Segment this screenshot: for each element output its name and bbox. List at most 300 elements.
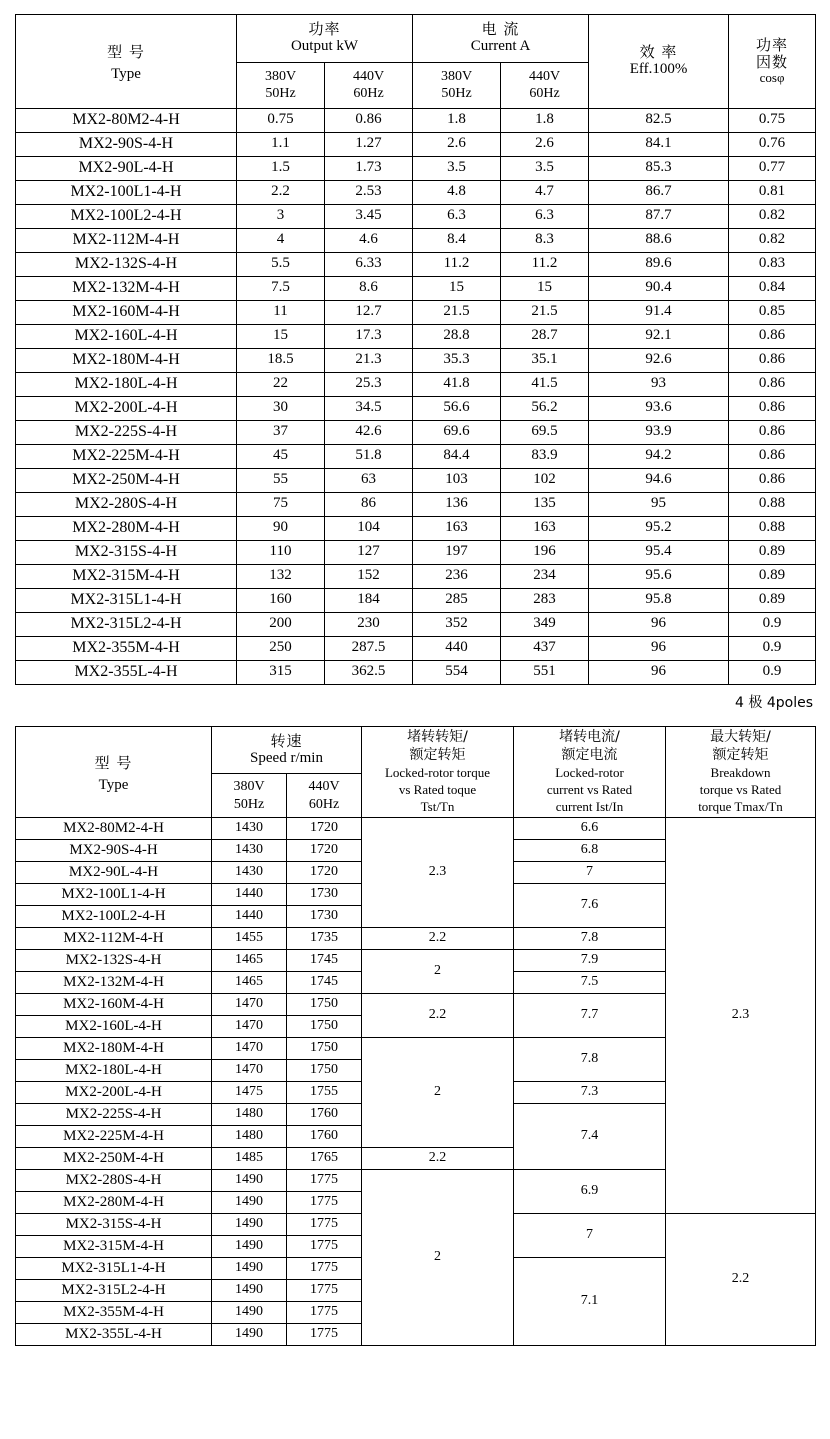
row-speed-380v: 1470 bbox=[212, 1038, 287, 1060]
row-efficiency: 89.6 bbox=[589, 252, 729, 276]
header2-speed-380v bbox=[212, 774, 287, 818]
row-efficiency: 94.2 bbox=[589, 444, 729, 468]
row-current-380v: 6.3 bbox=[413, 204, 501, 228]
row-output-380v: 110 bbox=[237, 540, 325, 564]
row-type: MX2-225S-4-H bbox=[16, 1104, 212, 1126]
row-type: MX2-225M-4-H bbox=[16, 444, 237, 468]
row-power-factor: 0.81 bbox=[729, 180, 816, 204]
row-speed-440v: 1775 bbox=[287, 1324, 362, 1346]
row-locked-rotor-current: 7 bbox=[514, 1214, 666, 1258]
row-output-440v: 42.6 bbox=[325, 420, 413, 444]
row-current-380v: 236 bbox=[413, 564, 501, 588]
row-output-380v: 250 bbox=[237, 636, 325, 660]
row-output-380v: 5.5 bbox=[237, 252, 325, 276]
header2-lrc-cn2: 额定电流 bbox=[561, 747, 618, 764]
row-current-380v: 15 bbox=[413, 276, 501, 300]
row-power-factor: 0.86 bbox=[729, 420, 816, 444]
row-speed-440v: 1735 bbox=[287, 928, 362, 950]
header-type-cn: 型 号 bbox=[107, 43, 145, 61]
row-current-380v: 41.8 bbox=[413, 372, 501, 396]
row-type: MX2-355M-4-H bbox=[16, 636, 237, 660]
row-speed-440v: 1745 bbox=[287, 950, 362, 972]
row-current-440v: 349 bbox=[501, 612, 589, 636]
row-current-380v: 352 bbox=[413, 612, 501, 636]
row-output-440v: 12.7 bbox=[325, 300, 413, 324]
row-power-factor: 0.77 bbox=[729, 156, 816, 180]
table-row bbox=[16, 492, 816, 516]
row-efficiency: 95.8 bbox=[589, 588, 729, 612]
row-efficiency: 85.3 bbox=[589, 156, 729, 180]
row-type: MX2-280S-4-H bbox=[16, 1170, 212, 1192]
row-power-factor: 0.86 bbox=[729, 444, 816, 468]
row-speed-440v: 1760 bbox=[287, 1126, 362, 1148]
row-current-380v: 11.2 bbox=[413, 252, 501, 276]
row-speed-440v: 1775 bbox=[287, 1302, 362, 1324]
row-output-380v: 22 bbox=[237, 372, 325, 396]
table-row bbox=[16, 252, 816, 276]
row-type: MX2-180M-4-H bbox=[16, 1038, 212, 1060]
row-type: MX2-315L2-4-H bbox=[16, 1280, 212, 1302]
row-type: MX2-315L1-4-H bbox=[16, 588, 237, 612]
header2-speed-cn: 转速 bbox=[270, 731, 303, 750]
row-speed-440v: 1750 bbox=[287, 1038, 362, 1060]
row-current-380v: 21.5 bbox=[413, 300, 501, 324]
row-output-440v: 34.5 bbox=[325, 396, 413, 420]
row-type: MX2-160L-4-H bbox=[16, 1016, 212, 1038]
row-output-440v: 1.27 bbox=[325, 132, 413, 156]
row-speed-380v: 1490 bbox=[212, 1302, 287, 1324]
row-current-380v: 103 bbox=[413, 468, 501, 492]
table-row bbox=[16, 348, 816, 372]
row-power-factor: 0.86 bbox=[729, 468, 816, 492]
row-speed-440v: 1750 bbox=[287, 1016, 362, 1038]
row-output-440v: 6.33 bbox=[325, 252, 413, 276]
row-speed-440v: 1775 bbox=[287, 1192, 362, 1214]
row-power-factor: 0.83 bbox=[729, 252, 816, 276]
row-power-factor: 0.86 bbox=[729, 324, 816, 348]
header2-bt-en1: Breakdown bbox=[710, 765, 771, 781]
row-speed-380v: 1470 bbox=[212, 1016, 287, 1038]
header2-lrc-en2: current vs Rated bbox=[546, 782, 633, 798]
header-power-factor-cn1: 功率 bbox=[756, 35, 789, 54]
row-locked-rotor-current: 7.5 bbox=[514, 972, 666, 994]
row-efficiency: 87.7 bbox=[589, 204, 729, 228]
poles-note: 4 极 4poles bbox=[735, 694, 813, 711]
row-current-440v: 283 bbox=[501, 588, 589, 612]
row-current-380v: 2.6 bbox=[413, 132, 501, 156]
header-current-440v-freq: 60Hz bbox=[529, 86, 560, 101]
row-efficiency: 95.6 bbox=[589, 564, 729, 588]
motor-speed-torque-table bbox=[15, 726, 816, 1347]
row-speed-440v: 1765 bbox=[287, 1148, 362, 1170]
row-current-440v: 83.9 bbox=[501, 444, 589, 468]
row-type: MX2-90S-4-H bbox=[16, 840, 212, 862]
table-row bbox=[16, 156, 816, 180]
row-current-440v: 6.3 bbox=[501, 204, 589, 228]
row-speed-440v: 1775 bbox=[287, 1170, 362, 1192]
row-efficiency: 95.2 bbox=[589, 516, 729, 540]
row-output-380v: 160 bbox=[237, 588, 325, 612]
row-speed-380v: 1490 bbox=[212, 1324, 287, 1346]
header-output bbox=[237, 15, 413, 63]
row-locked-rotor-current: 7.7 bbox=[514, 994, 666, 1038]
row-type: MX2-180L-4-H bbox=[16, 1060, 212, 1082]
row-locked-rotor-torque: 2.3 bbox=[362, 818, 514, 928]
row-current-440v: 41.5 bbox=[501, 372, 589, 396]
row-output-440v: 17.3 bbox=[325, 324, 413, 348]
table-row bbox=[16, 444, 816, 468]
row-efficiency: 93 bbox=[589, 372, 729, 396]
row-current-380v: 285 bbox=[413, 588, 501, 612]
header2-lrc-cn1: 堵转电流/ bbox=[559, 728, 620, 745]
row-type: MX2-315L2-4-H bbox=[16, 612, 237, 636]
row-current-380v: 136 bbox=[413, 492, 501, 516]
header-output-cn: 功率 bbox=[308, 20, 341, 38]
row-type: MX2-112M-4-H bbox=[16, 228, 237, 252]
table-row bbox=[16, 132, 816, 156]
row-speed-440v: 1750 bbox=[287, 994, 362, 1016]
header2-lrt-en2: vs Rated toque bbox=[398, 782, 477, 798]
row-output-440v: 127 bbox=[325, 540, 413, 564]
row-power-factor: 0.9 bbox=[729, 636, 816, 660]
row-output-380v: 18.5 bbox=[237, 348, 325, 372]
table-row bbox=[16, 564, 816, 588]
row-output-440v: 287.5 bbox=[325, 636, 413, 660]
table-row bbox=[16, 276, 816, 300]
row-current-440v: 4.7 bbox=[501, 180, 589, 204]
header2-speed-380v-volt: 380V bbox=[233, 779, 265, 794]
row-speed-380v: 1440 bbox=[212, 906, 287, 928]
row-type: MX2-180M-4-H bbox=[16, 348, 237, 372]
table-row bbox=[16, 818, 816, 840]
row-type: MX2-180L-4-H bbox=[16, 372, 237, 396]
row-speed-440v: 1750 bbox=[287, 1060, 362, 1082]
header-current-cn: 电 流 bbox=[481, 20, 520, 38]
row-type: MX2-315M-4-H bbox=[16, 564, 237, 588]
row-output-440v: 8.6 bbox=[325, 276, 413, 300]
row-locked-rotor-torque: 2.2 bbox=[362, 928, 514, 950]
row-current-440v: 8.3 bbox=[501, 228, 589, 252]
row-efficiency: 96 bbox=[589, 612, 729, 636]
row-speed-440v: 1720 bbox=[287, 840, 362, 862]
header-output-380v bbox=[237, 62, 325, 108]
row-current-440v: 21.5 bbox=[501, 300, 589, 324]
header2-lrc-en1: Locked-rotor bbox=[555, 765, 624, 781]
row-current-380v: 84.4 bbox=[413, 444, 501, 468]
row-power-factor: 0.89 bbox=[729, 564, 816, 588]
row-type: MX2-90S-4-H bbox=[16, 132, 237, 156]
row-type: MX2-355L-4-H bbox=[16, 660, 237, 684]
header-power-factor bbox=[729, 15, 816, 109]
row-current-380v: 163 bbox=[413, 516, 501, 540]
row-type: MX2-250M-4-H bbox=[16, 1148, 212, 1170]
row-output-440v: 21.3 bbox=[325, 348, 413, 372]
row-speed-380v: 1430 bbox=[212, 840, 287, 862]
row-efficiency: 82.5 bbox=[589, 108, 729, 132]
row-output-380v: 315 bbox=[237, 660, 325, 684]
row-speed-380v: 1480 bbox=[212, 1104, 287, 1126]
row-type: MX2-225M-4-H bbox=[16, 1126, 212, 1148]
row-type: MX2-280S-4-H bbox=[16, 492, 237, 516]
row-type: MX2-250M-4-H bbox=[16, 468, 237, 492]
row-efficiency: 88.6 bbox=[589, 228, 729, 252]
row-output-380v: 15 bbox=[237, 324, 325, 348]
row-locked-rotor-torque: 2 bbox=[362, 1170, 514, 1346]
row-power-factor: 0.88 bbox=[729, 516, 816, 540]
row-type: MX2-132S-4-H bbox=[16, 252, 237, 276]
header2-bt-en3: torque Tmax/Tn bbox=[698, 799, 783, 815]
row-power-factor: 0.9 bbox=[729, 612, 816, 636]
row-current-440v: 551 bbox=[501, 660, 589, 684]
row-current-380v: 35.3 bbox=[413, 348, 501, 372]
row-speed-380v: 1490 bbox=[212, 1280, 287, 1302]
row-output-380v: 1.5 bbox=[237, 156, 325, 180]
row-locked-rotor-torque: 2.2 bbox=[362, 994, 514, 1038]
row-locked-rotor-current: 7.6 bbox=[514, 884, 666, 928]
row-speed-440v: 1755 bbox=[287, 1082, 362, 1104]
row-speed-440v: 1730 bbox=[287, 906, 362, 928]
row-output-380v: 11 bbox=[237, 300, 325, 324]
row-locked-rotor-current: 7.3 bbox=[514, 1082, 666, 1104]
row-output-380v: 37 bbox=[237, 420, 325, 444]
row-type: MX2-132M-4-H bbox=[16, 972, 212, 994]
row-current-440v: 69.5 bbox=[501, 420, 589, 444]
row-power-factor: 0.86 bbox=[729, 348, 816, 372]
row-speed-380v: 1490 bbox=[212, 1170, 287, 1192]
row-type: MX2-200L-4-H bbox=[16, 1082, 212, 1104]
row-current-380v: 197 bbox=[413, 540, 501, 564]
row-output-380v: 200 bbox=[237, 612, 325, 636]
row-output-380v: 3 bbox=[237, 204, 325, 228]
row-current-440v: 35.1 bbox=[501, 348, 589, 372]
header-output-380v-freq: 50Hz bbox=[265, 86, 296, 101]
row-efficiency: 92.6 bbox=[589, 348, 729, 372]
row-output-440v: 3.45 bbox=[325, 204, 413, 228]
row-efficiency: 94.6 bbox=[589, 468, 729, 492]
table-row bbox=[16, 420, 816, 444]
header-efficiency-cn: 效 率 bbox=[639, 43, 678, 61]
row-speed-380v: 1470 bbox=[212, 994, 287, 1016]
row-current-380v: 440 bbox=[413, 636, 501, 660]
row-type: MX2-132S-4-H bbox=[16, 950, 212, 972]
row-speed-440v: 1720 bbox=[287, 862, 362, 884]
header2-lrc-en3: current Ist/In bbox=[555, 799, 624, 815]
row-efficiency: 96 bbox=[589, 660, 729, 684]
header2-speed-440v bbox=[287, 774, 362, 818]
row-locked-rotor-torque: 2.2 bbox=[362, 1148, 514, 1170]
row-current-440v: 163 bbox=[501, 516, 589, 540]
row-type: MX2-132M-4-H bbox=[16, 276, 237, 300]
row-speed-380v: 1490 bbox=[212, 1214, 287, 1236]
row-output-380v: 75 bbox=[237, 492, 325, 516]
row-type: MX2-100L2-4-H bbox=[16, 204, 237, 228]
row-power-factor: 0.89 bbox=[729, 540, 816, 564]
row-type: MX2-315L1-4-H bbox=[16, 1258, 212, 1280]
row-current-380v: 69.6 bbox=[413, 420, 501, 444]
header-type bbox=[16, 15, 237, 109]
header2-speed-440v-volt: 440V bbox=[308, 779, 340, 794]
table-row bbox=[16, 468, 816, 492]
row-type: MX2-355L-4-H bbox=[16, 1324, 212, 1346]
row-efficiency: 86.7 bbox=[589, 180, 729, 204]
row-speed-380v: 1490 bbox=[212, 1192, 287, 1214]
header2-locked-rotor-torque bbox=[362, 726, 514, 818]
row-output-380v: 30 bbox=[237, 396, 325, 420]
row-current-440v: 437 bbox=[501, 636, 589, 660]
header2-lrt-cn1: 堵转转矩/ bbox=[407, 728, 468, 745]
header-power-factor-cn2: 因数 bbox=[756, 52, 789, 71]
row-speed-440v: 1730 bbox=[287, 884, 362, 906]
row-locked-rotor-current: 7.1 bbox=[514, 1258, 666, 1346]
row-output-440v: 86 bbox=[325, 492, 413, 516]
row-speed-380v: 1465 bbox=[212, 972, 287, 994]
row-current-440v: 102 bbox=[501, 468, 589, 492]
row-current-380v: 3.5 bbox=[413, 156, 501, 180]
row-current-440v: 56.2 bbox=[501, 396, 589, 420]
header2-lrt-en1: Locked-rotor torque bbox=[384, 765, 491, 781]
row-current-380v: 28.8 bbox=[413, 324, 501, 348]
row-efficiency: 96 bbox=[589, 636, 729, 660]
table-row bbox=[16, 372, 816, 396]
row-efficiency: 84.1 bbox=[589, 132, 729, 156]
row-efficiency: 92.1 bbox=[589, 324, 729, 348]
row-type: MX2-80M2-4-H bbox=[16, 818, 212, 840]
row-type: MX2-280M-4-H bbox=[16, 516, 237, 540]
row-output-440v: 2.53 bbox=[325, 180, 413, 204]
row-locked-rotor-current: 7.8 bbox=[514, 1038, 666, 1082]
table-row bbox=[16, 228, 816, 252]
row-output-440v: 104 bbox=[325, 516, 413, 540]
row-current-380v: 8.4 bbox=[413, 228, 501, 252]
row-locked-rotor-current: 6.6 bbox=[514, 818, 666, 840]
row-type: MX2-80M2-4-H bbox=[16, 108, 237, 132]
row-speed-440v: 1775 bbox=[287, 1236, 362, 1258]
table-row bbox=[16, 540, 816, 564]
header-efficiency bbox=[589, 15, 729, 109]
row-locked-rotor-current: 7.9 bbox=[514, 950, 666, 972]
header2-type-en: Type bbox=[98, 776, 129, 793]
table-row bbox=[16, 636, 816, 660]
header-current bbox=[413, 15, 589, 63]
table-row bbox=[16, 300, 816, 324]
header-output-440v bbox=[325, 62, 413, 108]
row-speed-440v: 1720 bbox=[287, 818, 362, 840]
row-speed-380v: 1490 bbox=[212, 1258, 287, 1280]
row-output-440v: 4.6 bbox=[325, 228, 413, 252]
row-speed-380v: 1430 bbox=[212, 862, 287, 884]
header-current-380v-volt: 380V bbox=[440, 68, 473, 84]
header-output-440v-volt: 440V bbox=[352, 68, 385, 84]
header-output-440v-freq: 60Hz bbox=[353, 86, 384, 101]
header-current-380v-freq: 50Hz bbox=[441, 86, 472, 101]
row-power-factor: 0.89 bbox=[729, 588, 816, 612]
row-speed-380v: 1465 bbox=[212, 950, 287, 972]
row-type: MX2-100L1-4-H bbox=[16, 884, 212, 906]
row-efficiency: 93.9 bbox=[589, 420, 729, 444]
header2-bt-cn2: 额定转矩 bbox=[712, 747, 769, 764]
row-speed-380v: 1470 bbox=[212, 1060, 287, 1082]
row-speed-440v: 1775 bbox=[287, 1258, 362, 1280]
row-output-440v: 152 bbox=[325, 564, 413, 588]
row-breakdown-torque: 2.2 bbox=[666, 1214, 816, 1346]
row-output-440v: 362.5 bbox=[325, 660, 413, 684]
table-row bbox=[16, 396, 816, 420]
row-output-380v: 4 bbox=[237, 228, 325, 252]
row-current-440v: 135 bbox=[501, 492, 589, 516]
row-efficiency: 91.4 bbox=[589, 300, 729, 324]
row-efficiency: 90.4 bbox=[589, 276, 729, 300]
row-type: MX2-100L1-4-H bbox=[16, 180, 237, 204]
row-output-440v: 184 bbox=[325, 588, 413, 612]
row-speed-380v: 1440 bbox=[212, 884, 287, 906]
header-type-en: Type bbox=[111, 66, 141, 83]
row-current-380v: 554 bbox=[413, 660, 501, 684]
row-locked-rotor-torque: 2 bbox=[362, 1038, 514, 1148]
row-efficiency: 93.6 bbox=[589, 396, 729, 420]
table-row bbox=[16, 108, 816, 132]
row-type: MX2-160M-4-H bbox=[16, 994, 212, 1016]
header-output-380v-volt: 380V bbox=[264, 68, 297, 84]
row-speed-380v: 1475 bbox=[212, 1082, 287, 1104]
header2-bt-cn1: 最大转矩/ bbox=[710, 728, 771, 745]
row-speed-440v: 1745 bbox=[287, 972, 362, 994]
row-current-380v: 4.8 bbox=[413, 180, 501, 204]
row-type: MX2-315M-4-H bbox=[16, 1236, 212, 1258]
row-output-380v: 1.1 bbox=[237, 132, 325, 156]
row-output-440v: 25.3 bbox=[325, 372, 413, 396]
row-efficiency: 95 bbox=[589, 492, 729, 516]
header2-speed-440v-freq: 60Hz bbox=[308, 796, 340, 812]
header2-type bbox=[16, 726, 212, 818]
row-speed-380v: 1490 bbox=[212, 1236, 287, 1258]
row-locked-rotor-torque: 2 bbox=[362, 950, 514, 994]
row-speed-380v: 1430 bbox=[212, 818, 287, 840]
row-power-factor: 0.75 bbox=[729, 108, 816, 132]
table-row bbox=[16, 588, 816, 612]
row-current-440v: 11.2 bbox=[501, 252, 589, 276]
header2-lrt-cn2: 额定转矩 bbox=[409, 747, 466, 764]
row-breakdown-torque: 2.3 bbox=[666, 818, 816, 1214]
row-locked-rotor-current: 7 bbox=[514, 862, 666, 884]
row-type: MX2-280M-4-H bbox=[16, 1192, 212, 1214]
row-current-440v: 15 bbox=[501, 276, 589, 300]
table-row bbox=[16, 180, 816, 204]
row-type: MX2-112M-4-H bbox=[16, 928, 212, 950]
row-type: MX2-160L-4-H bbox=[16, 324, 237, 348]
header-current-440v-volt: 440V bbox=[528, 68, 561, 84]
row-speed-380v: 1480 bbox=[212, 1126, 287, 1148]
row-power-factor: 0.84 bbox=[729, 276, 816, 300]
table-row bbox=[16, 612, 816, 636]
row-type: MX2-90L-4-H bbox=[16, 156, 237, 180]
row-speed-440v: 1775 bbox=[287, 1214, 362, 1236]
header2-speed bbox=[212, 726, 362, 774]
table-row bbox=[16, 660, 816, 684]
row-current-380v: 56.6 bbox=[413, 396, 501, 420]
row-efficiency: 95.4 bbox=[589, 540, 729, 564]
header-power-factor-en: cosφ bbox=[759, 70, 785, 86]
row-locked-rotor-current: 6.9 bbox=[514, 1170, 666, 1214]
row-current-380v: 1.8 bbox=[413, 108, 501, 132]
row-current-440v: 196 bbox=[501, 540, 589, 564]
motor-output-current-table bbox=[15, 14, 816, 685]
row-output-380v: 2.2 bbox=[237, 180, 325, 204]
header2-locked-rotor-current bbox=[514, 726, 666, 818]
row-current-440v: 234 bbox=[501, 564, 589, 588]
row-power-factor: 0.88 bbox=[729, 492, 816, 516]
row-current-440v: 1.8 bbox=[501, 108, 589, 132]
row-output-380v: 90 bbox=[237, 516, 325, 540]
